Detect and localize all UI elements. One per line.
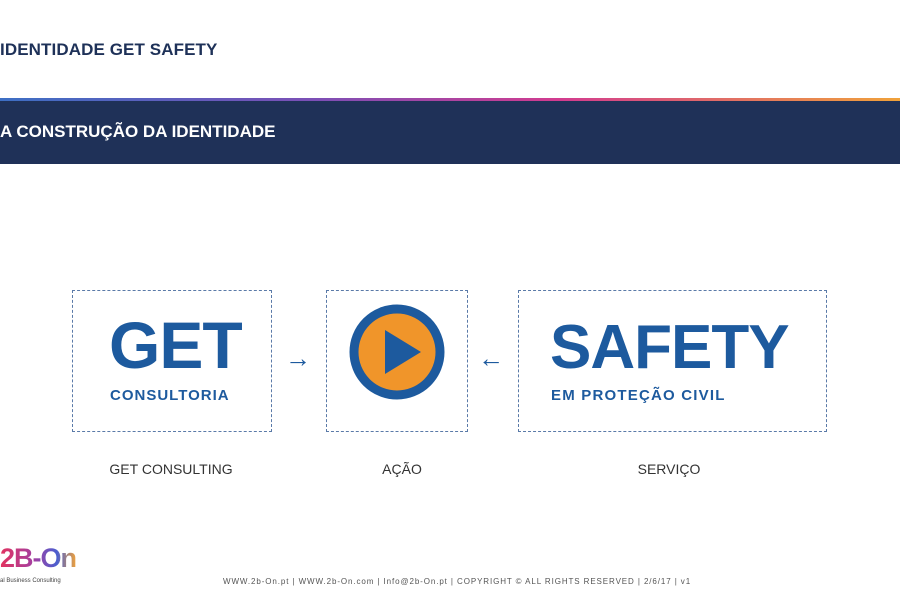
caption-action: AÇÃO xyxy=(382,461,422,477)
get-logo-box xyxy=(72,290,272,432)
safety-logo-subtitle: EM PROTEÇÃO CIVIL xyxy=(551,387,726,404)
footer-text: WWW.2b-On.pt | WWW.2b-On.com | Info@2b-On.pt | COPYRIGHT © ALL RIGHTS RESERVED | 2/6/17 | v1 xyxy=(223,577,692,586)
section-title: A CONSTRUÇÃO DA IDENTIDADE xyxy=(0,122,276,141)
action-box xyxy=(326,290,468,432)
brand-logo xyxy=(0,545,75,587)
arrow-left-icon: ← xyxy=(478,343,504,373)
play-icon xyxy=(349,304,445,400)
section-banner xyxy=(0,101,900,164)
brand-logo-mark: 2B-On xyxy=(0,543,76,573)
get-logo-subtitle: CONSULTORIA xyxy=(110,387,230,404)
caption-service: SERVIÇO xyxy=(637,461,701,477)
arrow-right-icon: → xyxy=(285,343,311,373)
page-title: IDENTIDADE GET SAFETY xyxy=(0,40,218,59)
safety-logo-box xyxy=(518,290,827,432)
brand-logo-tagline: al Business Consulting xyxy=(0,578,61,584)
safety-logo-word: SAFETY xyxy=(550,313,789,382)
caption-get-consulting: GET CONSULTING xyxy=(109,461,233,477)
get-logo-word: GET xyxy=(109,308,242,382)
